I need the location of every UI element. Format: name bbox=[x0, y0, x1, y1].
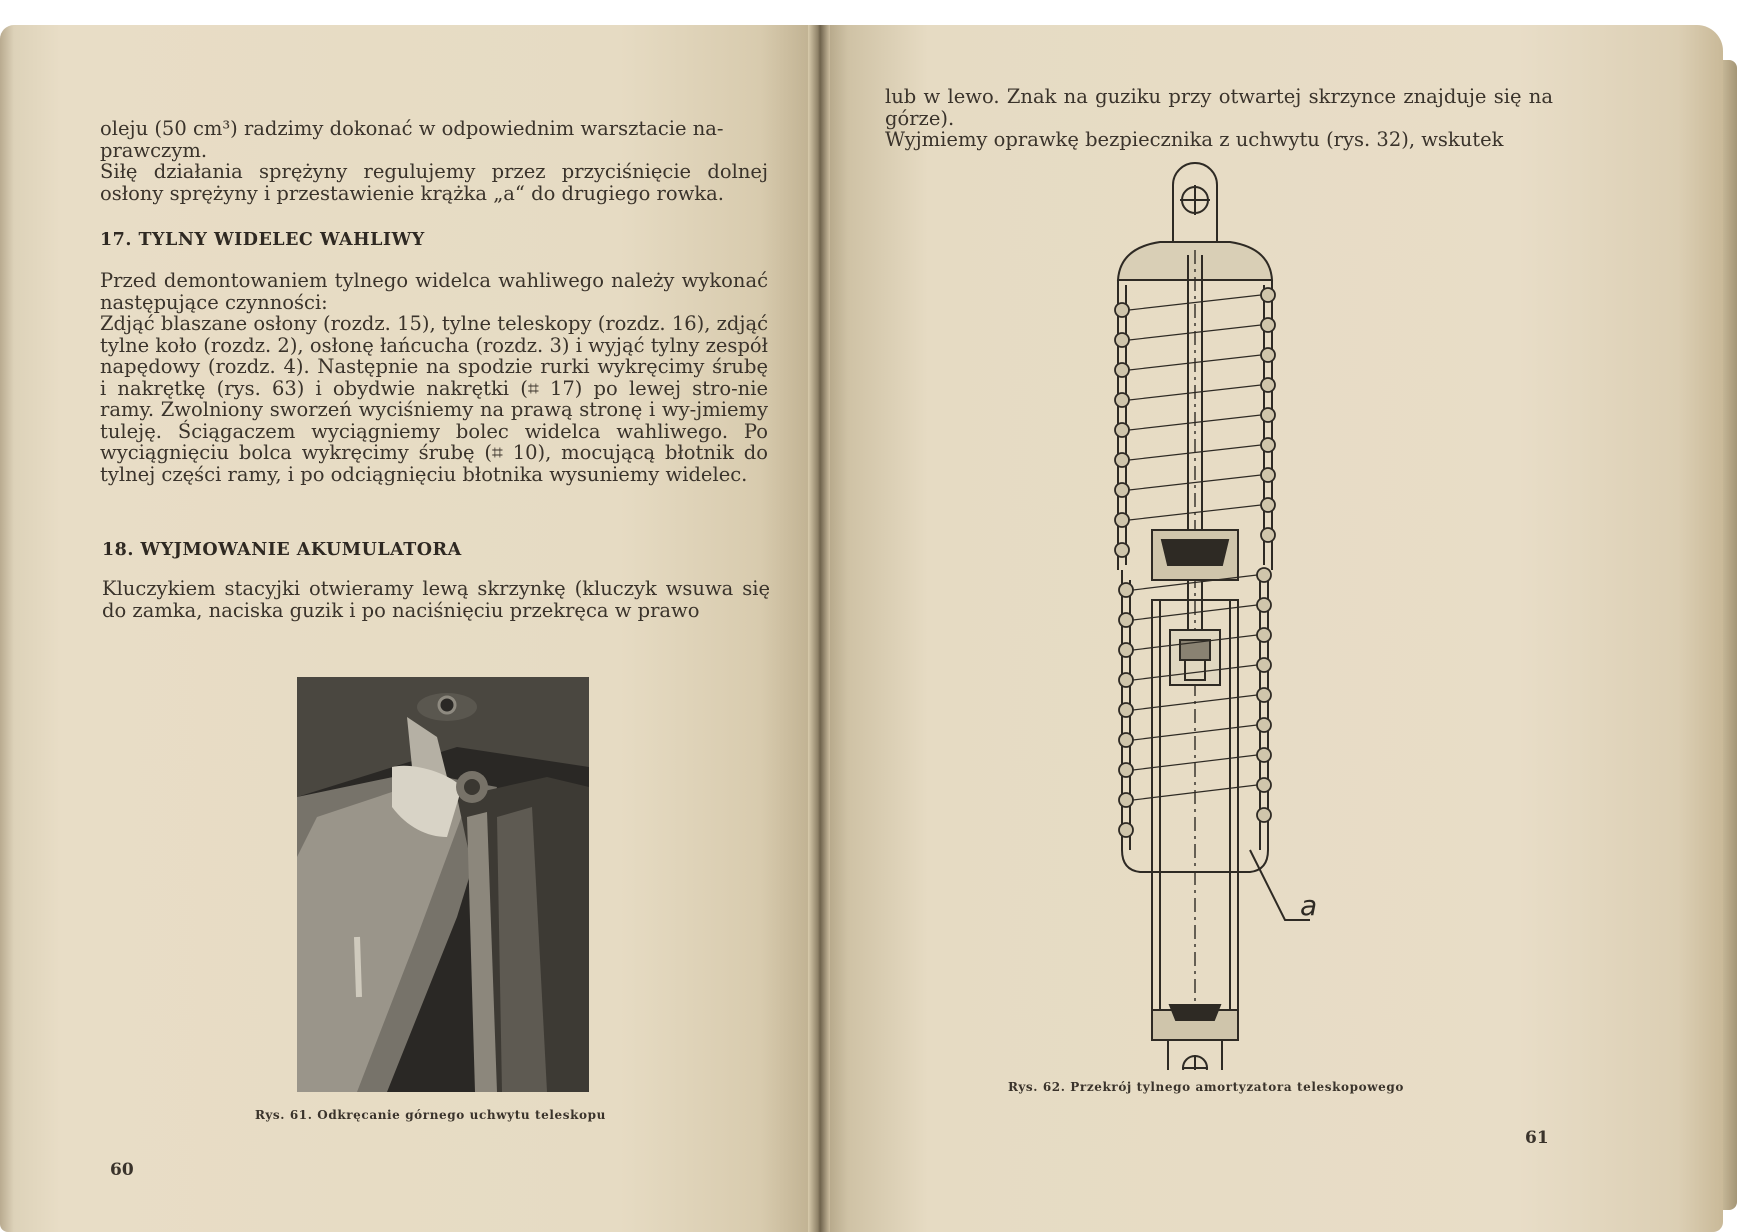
diagram-label-a: a bbox=[1300, 889, 1318, 922]
paragraph: Zdjąć blaszane osłony (rozdz. 15), tylne teleskopy (rozdz. 16), zdjąć tylne koło (rozdz. 2), osłonę łańcucha (rozdz. 3) i wyjąć tylny zespół napędowy (rozdz. 4). Następnie na spodzie rurki wykręcimy śrubę i nakrętkę (rys. 63) i obydwie nakrętki (⌗ 17) po lewej stro-nie ramy. Zwolniony sworzeń wyciśniemy na prawą stronę i wy-jmiemy tuleję. Ściągaczem wyciągniemy bolec widelca wahliwego. Po wyciągnięciu bolca wykręcimy śrubę (⌗ 10), mocującą błotnik do tylnej części ramy, i po odciągnięciu błotnika wysuniemy widelec. bbox=[100, 312, 768, 486]
left-text-block-2 bbox=[100, 270, 768, 485]
page-number-left: 60 bbox=[110, 1160, 134, 1180]
paragraph: Siłę działania sprężyny regulujemy przez przyciśnięcie dolnej osłony sprężyny i przestawienie krążka „a“ do drugiego rowka. bbox=[100, 160, 768, 205]
paragraph: Przed demontowaniem tylnego widelca wahliwego należy wykonać następujące czynności: bbox=[100, 269, 768, 314]
paragraph: prawczym. bbox=[100, 138, 208, 162]
paragraph: Wyjmiemy oprawkę bezpiecznika z uchwytu (rys. 32), wskutek bbox=[885, 128, 1504, 151]
left-text-block-1 bbox=[100, 118, 768, 204]
paragraph: oleju (50 cm³) radzimy dokonać w odpowiednim warsztacie na- bbox=[100, 117, 724, 140]
figure-61-caption: Rys. 61. Odkręcanie górnego uchwytu teleskopu bbox=[255, 1108, 606, 1122]
page-edge-stack bbox=[1723, 60, 1737, 1210]
figure-61-photo bbox=[297, 677, 589, 1092]
paragraph: lub w lewo. Znak na guziku przy otwartej skrzynce znajduje się na górze). bbox=[885, 85, 1553, 130]
section-18-heading: 18. WYJMOWANIE AKUMULATORA bbox=[102, 540, 462, 560]
figure-62-diagram bbox=[1100, 160, 1340, 1070]
left-text-block-3 bbox=[102, 578, 770, 621]
figure-62-caption: Rys. 62. Przekrój tylnego amortyzatora teleskopowego bbox=[1008, 1080, 1404, 1094]
book-gutter bbox=[808, 25, 830, 1232]
section-17-heading: 17. TYLNY WIDELEC WAHLIWY bbox=[100, 230, 425, 250]
photo-illustration bbox=[297, 677, 589, 1092]
page-number-right: 61 bbox=[1525, 1128, 1549, 1148]
right-text-block bbox=[885, 86, 1553, 151]
shock-absorber-cross-section bbox=[1100, 160, 1340, 1070]
paragraph: Kluczykiem stacyjki otwieramy lewą skrzynkę (kluczyk wsuwa się do zamka, naciska guzik i po naciśnięciu przekręca w prawo bbox=[102, 577, 770, 622]
